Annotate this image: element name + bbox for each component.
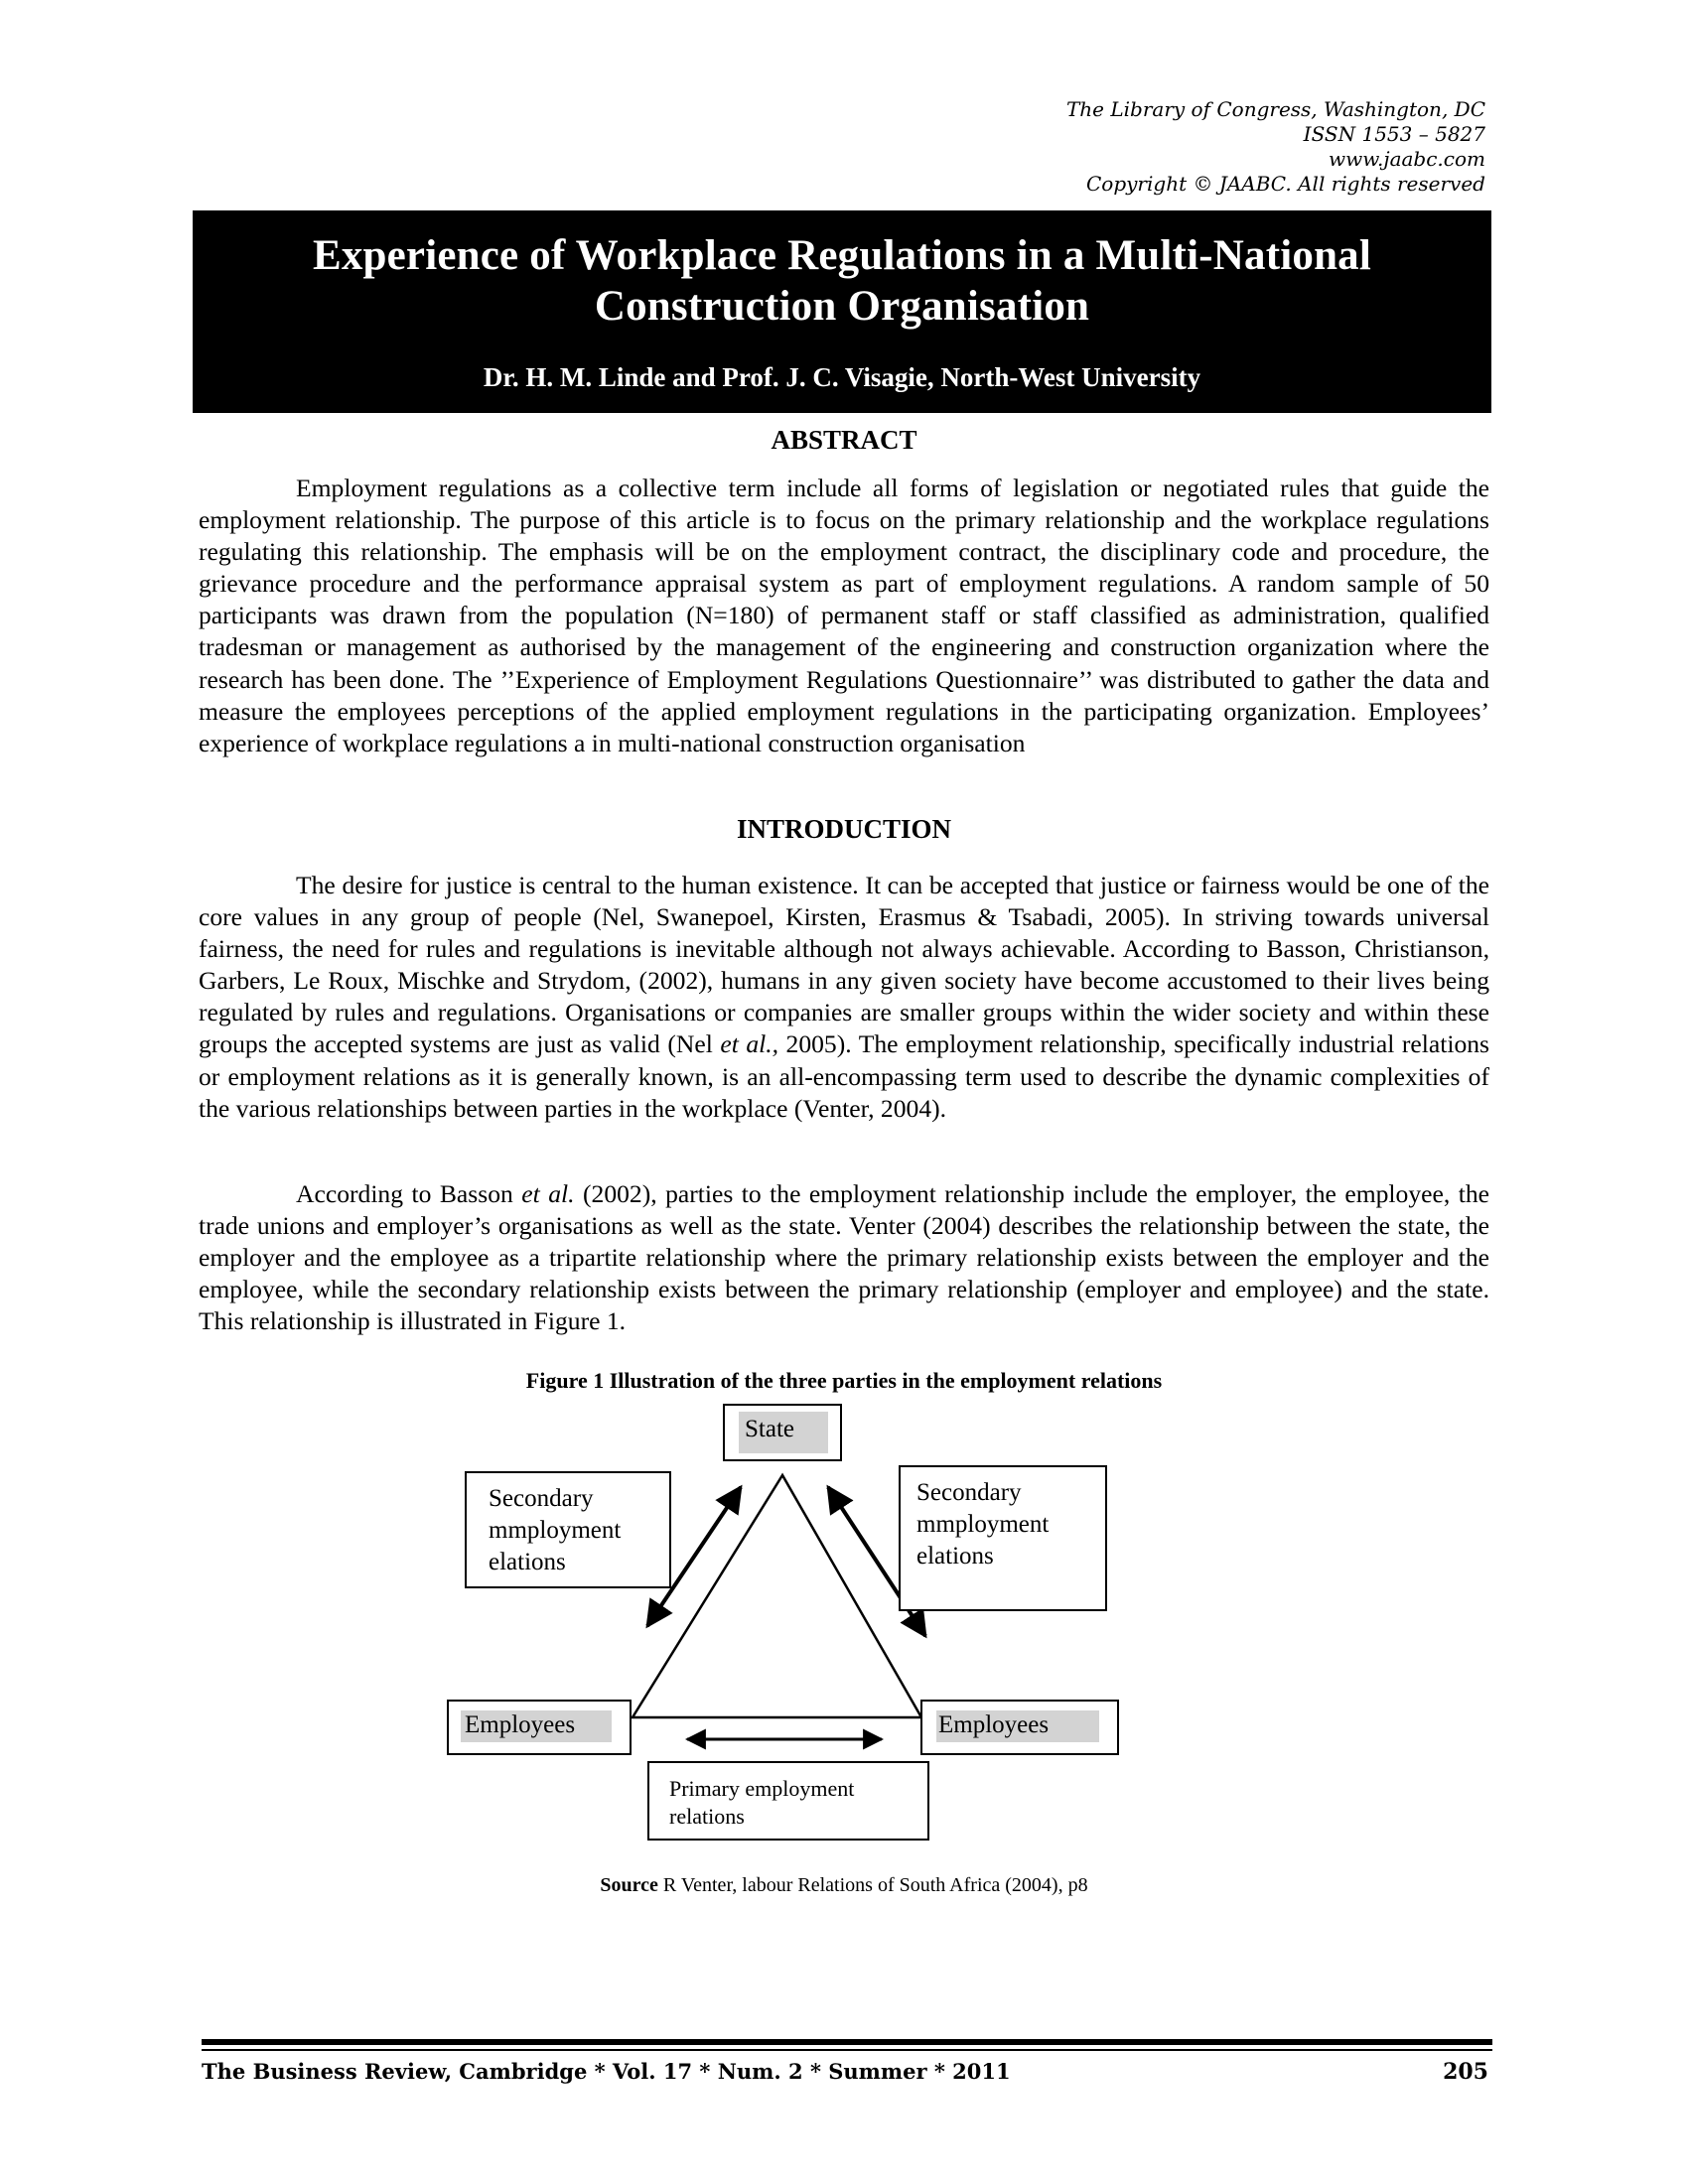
secondary-right-line-3: elations bbox=[916, 1543, 994, 1570]
header-website: www.jaabc.com bbox=[1329, 147, 1485, 171]
secondary-right-line-1: Secondary bbox=[916, 1479, 1022, 1506]
intro-p2-text-a: According to Basson bbox=[296, 1179, 522, 1208]
header-copyright: Copyright © JAABC. All rights reserved bbox=[1085, 172, 1485, 196]
state-label: State bbox=[745, 1416, 794, 1442]
source-text: R Venter, labour Relations of South Africa (2004), p8 bbox=[657, 1874, 1088, 1896]
source-label: Source bbox=[600, 1874, 658, 1896]
header-issn: ISSN 1553 – 5827 bbox=[1303, 122, 1485, 146]
journal-header bbox=[1066, 97, 1485, 197]
employees-right-label: Employees bbox=[938, 1711, 1050, 1738]
introduction-heading: INTRODUCTION bbox=[736, 814, 952, 844]
intro-p2-text-b: (2002), parties to the employment relationship include the employer, the employee, the trade unions and employer’s organisations as well as the state. Venter (2004) describes the relationship between the state, the employer and the employee as a tripartite relationship where the primary relationship exists between the employer and the employee, while the secondary relationship exists between the primary relationship (employer and employee) and the state. This relationship is illustrated in Figure 1. bbox=[199, 1179, 1489, 1336]
secondary-left-line-1: Secondary bbox=[489, 1485, 594, 1512]
intro-paragraph-1 bbox=[199, 870, 1489, 1125]
intro-p1-italic: et al., bbox=[720, 1029, 779, 1059]
intro-p2-italic: et al. bbox=[521, 1179, 575, 1208]
secondary-relations-left bbox=[465, 1471, 671, 1588]
title-line-1: Experience of Workplace Regulations in a Multi-National bbox=[312, 232, 1372, 279]
employees-left-label: Employees bbox=[465, 1711, 576, 1738]
employees-right-box bbox=[920, 1700, 1119, 1755]
article-authors: Dr. H. M. Linde and Prof. J. C. Visagie, North-West University bbox=[483, 362, 1201, 392]
figure-1-diagram bbox=[437, 1400, 1152, 1876]
figure-source bbox=[199, 1874, 1489, 1897]
footer-rule-thin bbox=[202, 2049, 1492, 2051]
intro-p1-text-b: 2005). The employment relationship, specifically industrial relations or employment relations as it is generally known, is an all-encompassing term used to describe the dynamic complexities of the various relationships between parties in the workplace (Venter, 2004). bbox=[199, 1029, 1490, 1123]
secondary-left-line-3: elations bbox=[489, 1549, 566, 1575]
title-line-2: Construction Organisation bbox=[594, 283, 1090, 330]
abstract-heading: ABSTRACT bbox=[771, 425, 917, 455]
page-number: 205 bbox=[1443, 2059, 1488, 2085]
intro-p1-text-a: The desire for justice is central to the human existence. It can be accepted that justice or fairness would be one of the core values in any group of people (Nel, Swanepoel, Kirsten, Erasmus & Tsabadi, 2005). In striving towards universal fairness, the need for rules and regulations is inevitable although not always achievable. According to Basson, Christianson, Garbers, Le Roux, Mischke and Strydom, (2002), humans in any given society have become accustomed to their lives being regulated by rules and regulations. Organisations or companies are smaller groups within the wider society and within these groups the accepted systems are just as valid (Nel bbox=[199, 871, 1489, 1059]
footer-journal: The Business Review, Cambridge * Vol. 17 * Num. 2 * Summer * 2011 bbox=[202, 2059, 1011, 2084]
secondary-relations-right bbox=[899, 1465, 1107, 1611]
secondary-left-line-2: mmployment bbox=[489, 1517, 622, 1544]
state-box bbox=[723, 1404, 842, 1461]
primary-line-2: relations bbox=[669, 1804, 745, 1829]
employees-left-box bbox=[447, 1700, 632, 1755]
header-library: The Library of Congress, Washington, DC bbox=[1065, 97, 1485, 121]
title-banner bbox=[193, 210, 1491, 413]
footer-rule-thick bbox=[202, 2039, 1492, 2045]
secondary-right-line-2: mmployment bbox=[916, 1511, 1050, 1538]
abstract-text: Employment regulations as a collective term include all forms of legislation or negotiated rules that guide the employment relationship. The purpose of this article is to focus on the primary relationship and the workplace regulations regulating this relationship. The emphasis will be on the employment contract, the disciplinary code and procedure, the grievance procedure and the performance appraisal system as part of employment regulations. A random sample of 50 participants was drawn from the population (N=180) of permanent staff or staff classified as administration, qualified tradesman or management as authorised by the management of the engineering and construction organization where the research has been done. The ’’Experience of Employment Regulations Questionnaire’’ was distributed to gather the data and measure the employees perceptions of the applied employment regulations in the participating organization. Employees’ experience of workplace regulations a in multi-national construction organisation bbox=[199, 474, 1489, 757]
article-title bbox=[193, 230, 1491, 332]
relationship-triangle bbox=[633, 1475, 921, 1717]
primary-relations-box bbox=[647, 1761, 929, 1841]
intro-paragraph-2 bbox=[199, 1178, 1489, 1337]
abstract-paragraph bbox=[199, 473, 1489, 759]
primary-line-1: Primary employment bbox=[669, 1776, 855, 1801]
figure-caption: Figure 1 Illustration of the three parties in the employment relations bbox=[525, 1368, 1163, 1393]
